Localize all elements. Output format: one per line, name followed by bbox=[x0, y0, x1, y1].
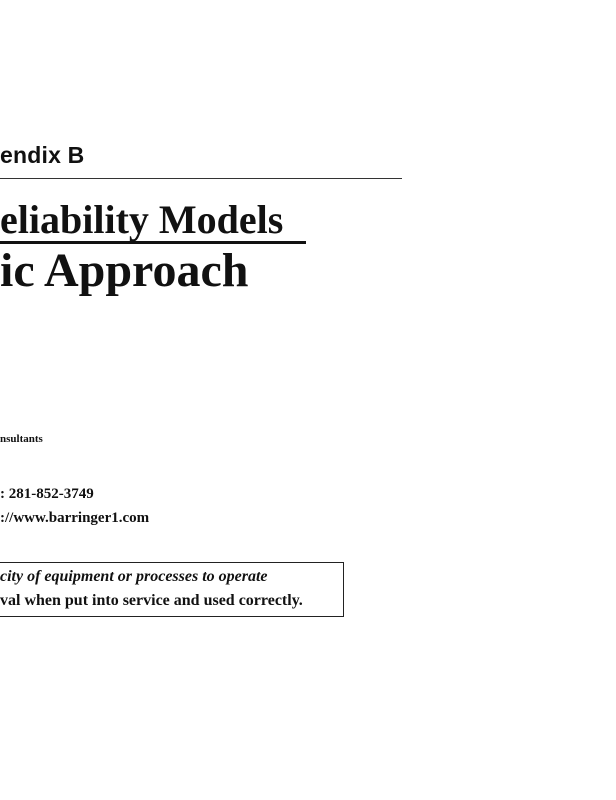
definition-line-2: val when put into service and used correctly. bbox=[0, 592, 303, 609]
header-divider bbox=[0, 178, 402, 179]
appendix-heading: endix B bbox=[0, 142, 85, 168]
document-title: eliability Models bbox=[0, 197, 284, 242]
website-url: ://www.barringer1.com bbox=[0, 510, 150, 526]
document-subtitle: ic Approach bbox=[0, 244, 249, 297]
organization-name: nsultants bbox=[0, 433, 43, 445]
fax-number: : 281-852-3749 bbox=[0, 486, 94, 502]
definition-line-1: city of equipment or processes to operate bbox=[0, 568, 268, 585]
